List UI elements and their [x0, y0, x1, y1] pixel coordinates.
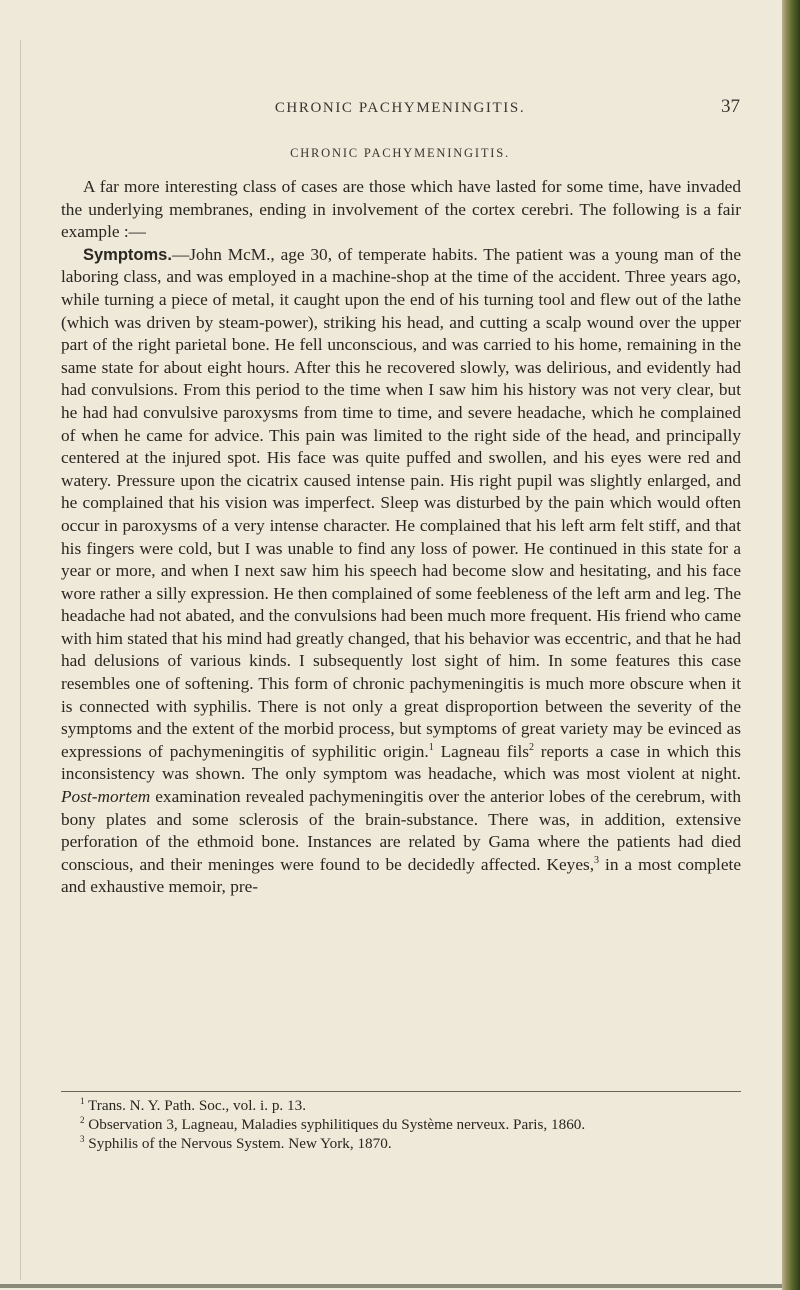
symptoms-label: Symptoms. [83, 245, 172, 264]
page-edge [782, 0, 800, 1290]
footnote-mark: 2 [80, 1114, 85, 1125]
footnote-text: Observation 3, Lagneau, Maladies syphilitiques du Système nerveux. Paris, 1860. [84, 1116, 586, 1133]
case-text-2: Lagneau fils [433, 741, 529, 761]
footnote-ref-1: 1 [428, 742, 434, 754]
paragraph-case [61, 244, 741, 899]
footnote-mark: 3 [80, 1133, 85, 1144]
footnote-ref-3: 3 [594, 855, 600, 867]
case-text-5: in a most complete and exhaustive memoir, pre- [61, 854, 742, 897]
case-text-3: reports a case in which this inconsistency was shown. The only symptom was headache, which was most violent at night. [61, 741, 741, 784]
bottom-edge-line [0, 1284, 782, 1288]
post-mortem-italic: Post-mortem [61, 787, 151, 807]
running-head-title: CHRONIC PACHYMENINGITIS. [274, 100, 526, 116]
footnote-text: Syphilis of the Nervous System. New York, 1870. [84, 1135, 392, 1152]
page-number: 37 [721, 96, 740, 117]
footnote-2 [61, 1115, 741, 1134]
case-text-1: —John McM., age 30, of temperate habits. The patient was a young man of the laboring class, and was employed in a machine-shop at the time of the accident. Three years ago, while turning a piece of metal, it caught upon the end of his turning tool and flew out of the lathe (which was driven by steam-power), striking his head, and cutting a scalp wound over the upper part of the right parietal bone. He fell unconscious, and was carried to his home, remaining in the same state for about eight hours. After this he recovered slowly, was delirious, and evidently had had convulsions. From this period to the time when I saw him his history was not very clear, but he had had convulsive paroxysms from time to time, and severe headache, which he complained of when he came for advice. This pain was limited to the right side of the head, and principally centered at the injured spot. His face was quite puffed and swollen, and his eyes were red and watery. Pressure upon the cicatrix caused intense pain. His right pupil was slightly enlarged, and he complained that his vision was imperfect. Sleep was disturbed by the pain which would often occur in paroxysms of a very intense character. He complained that his left arm felt stiff, and that his fingers were cold, but I was unable to find any loss of power. He continued in this state for a year or more, and when I next saw him his speech had become slow and hesitating, and his face wore rather a silly expression. He then complained of some feebleness of the left arm and leg. The headache had not abated, and the convulsions had been much more frequent. His friend who came with him stated that his mind had greatly changed, that his behavior was eccentric, and that he had had delusions of various kinds. I subsequently lost sight of him. In some features this case resembles one of softening. This form of chronic pachymeningitis is much more obscure when it is connected with syphilis. There is not only a great disproportion between the severity of the symptoms and the extent of the morbid process, but symptoms of great variety may be evinced as expressions of pachymeningitis of syphilitic origin. [61, 244, 742, 761]
paragraph-intro: A far more interesting class of cases are those which have lasted for some time, have invaded the underlying membranes, ending in involvement of the cortex cerebri. The following is a fair example :— [61, 177, 741, 242]
footnote-ref-2: 2 [528, 742, 534, 754]
running-head [60, 96, 740, 124]
body-text [61, 176, 741, 899]
footnote-rule [61, 1091, 741, 1092]
case-text-4: examination revealed pachymeningitis over the anterior lobes of the cerebrum, with bony plates and some sclerosis of the brain-substance. There was, in addition, extensive perforation of the ethmoid bone. Instances are related by Gama where the patients had died conscious, and their meninges were found to be decidedly affected. Keyes, [61, 787, 741, 874]
left-margin-line [20, 40, 21, 1280]
footnote-text: Trans. N. Y. Path. Soc., vol. i. p. 13. [84, 1097, 307, 1114]
section-title: CHRONIC PACHYMENINGITIS. [290, 146, 510, 160]
footnote-mark: 1 [80, 1095, 85, 1106]
footnote-3 [61, 1134, 741, 1153]
footnote-1 [61, 1096, 741, 1115]
footnotes [61, 1096, 741, 1153]
